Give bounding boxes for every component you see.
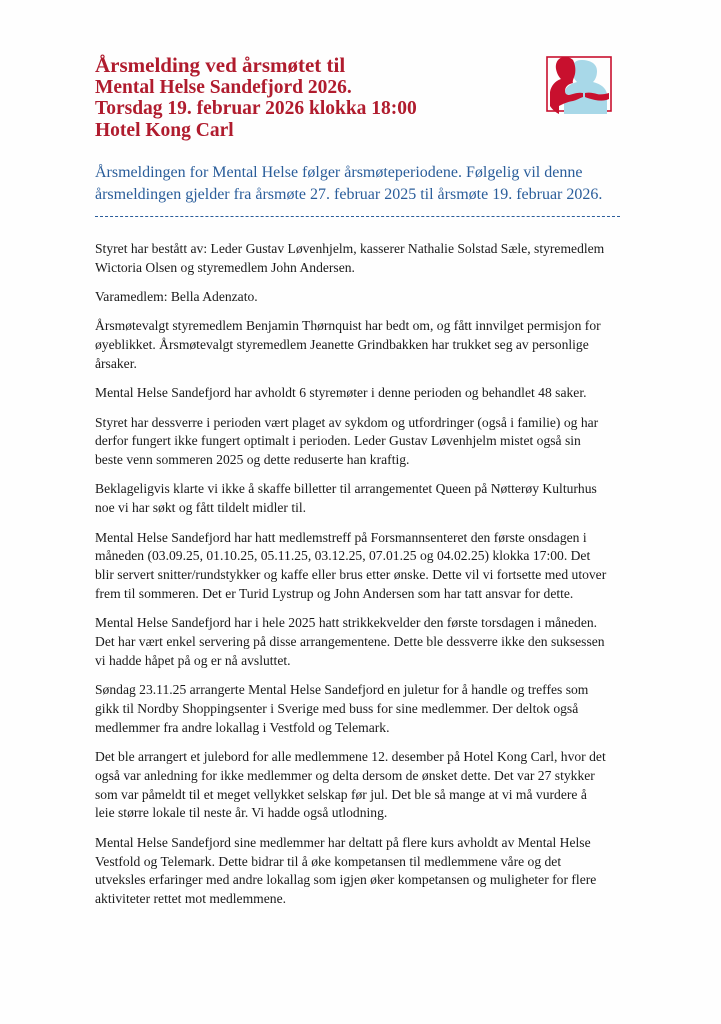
intro-line: Årsmeldingen for Mental Helse følger årsmøteperiodene. Følgelig vil denne (95, 164, 583, 181)
text-line: måneden (03.09.25, 01.10.25, 05.11.25, 03.12.25, 07.01.25 og 04.02.25) klokka 17:00. Det (95, 548, 591, 564)
text-line: Varamedlem: Bella Adenzato. (95, 289, 258, 305)
text-line: Wictoria Olsen og styremedlem John Andersen. (95, 259, 355, 275)
paragraph-christmas-dinner (95, 748, 655, 823)
text-line: Det ble arrangert et julebord for alle medlemmene 12. desember på Hotel Kong Carl, hvor det (95, 749, 606, 765)
text-line: derfor fungert ikke fungert optimalt i perioden. Leder Gustav Løvenhjelm mistet også sin (95, 433, 581, 449)
paragraph-courses (95, 834, 655, 909)
text-line: øyeblikket. Årsmøtevalgt styremedlem Jeanette Grindbakken har trukket seg av personlige (95, 337, 589, 353)
paragraph-board-members (95, 240, 655, 278)
paragraph-leave-and-resignation (95, 317, 655, 373)
paragraph-board-meetings (95, 384, 655, 403)
text-line: medlemmer fra andre lokallag i Vestfold og Telemark. (95, 719, 390, 735)
title-line: Hotel Kong Carl (95, 119, 234, 141)
text-line: Mental Helse Sandefjord har i hele 2025 hatt strikkekvelder den første torsdagen i måneden. (95, 615, 598, 631)
paragraph-knitting-evenings (95, 614, 655, 670)
title-line: Mental Helse Sandefjord 2026. (95, 76, 352, 98)
text-line: Det har vært enkel servering på disse arrangementene. Dette ble dessverre ikke den suksessen (95, 634, 605, 650)
text-line: frem til sommeren. Det er Turid Lystrup og John Andersen som har tatt ansvar for dette. (95, 585, 574, 601)
text-line: blir servert snitter/rundstykker og kaffe eller brus etter ønske. Dette vil vi fortsette med utover (95, 567, 607, 583)
paragraph-queen-tickets (95, 480, 655, 518)
text-line: leie større lokale til neste år. Vi hadde også utlodning. (95, 805, 388, 821)
text-line: utveksles erfaringer med andre lokallag som igjen øker kompetansen og muligheter for flere (95, 872, 597, 888)
title-line: Torsdag 19. februar 2026 klokka 18:00 (95, 98, 417, 119)
text-line: årsaker. (95, 355, 137, 371)
text-line: Mental Helse Sandefjord har hatt medlemstreff på Forsmannsenteret den første onsdagen i (95, 529, 587, 545)
text-line: Styret har dessverre i perioden vært plaget av sykdom og utfordringer (også i familie) og har (95, 414, 599, 430)
paragraph-member-meetings (95, 529, 655, 604)
mental-helse-logo-icon (545, 54, 615, 118)
intro-line: årsmeldingen gjelder fra årsmøte 27. februar 2025 til årsmøte 19. februar 2026. (95, 186, 603, 203)
text-line: Søndag 23.11.25 arrangerte Mental Helse Sandefjord en juletur for å handle og treffes som (95, 682, 589, 698)
text-line: noe vi har søkt og fått tildelt midler til. (95, 500, 307, 516)
text-line: aktiviteter rettet mot medlemmene. (95, 891, 286, 907)
text-line: som var påmeldt til et meget vellykket selskap før jul. Det ble så mange at vi må vurdere å (95, 786, 587, 802)
text-line: gikk til Nordby Shoppingsenter i Sverige med buss for sine medlemmer. Der deltok også (95, 700, 579, 716)
text-line: Mental Helse Sandefjord har avholdt 6 styremøter i denne perioden og behandlet 48 saker. (95, 385, 587, 401)
intro-text (95, 162, 655, 206)
dashed-divider (95, 216, 620, 217)
document-title (95, 55, 417, 141)
text-line: Vestfold og Telemark. Dette bidrar til å øke kompetansen til medlemmene våre og det (95, 853, 562, 869)
text-line: Årsmøtevalgt styremedlem Benjamin Thørnquist har bedt om, og fått innvilget permisjon for (95, 318, 601, 334)
report-body (95, 240, 655, 919)
text-line: Beklageligvis klarte vi ikke å skaffe billetter til arrangementet Queen på Nøtterøy Kulturhus (95, 481, 597, 497)
paragraph-deputy-member (95, 288, 655, 307)
title-line: Årsmelding ved årsmøtet til (95, 53, 346, 77)
text-line: beste venn sommeren 2025 og dette reduserte han kraftig. (95, 452, 410, 468)
paragraph-christmas-trip (95, 681, 655, 737)
text-line: vi hadde håpet på og er nå avsluttet. (95, 652, 291, 668)
text-line: Styret har bestått av: Leder Gustav Løvenhjelm, kasserer Nathalie Solstad Sæle, styremedlem (95, 241, 605, 256)
paragraph-board-challenges (95, 414, 655, 470)
text-line: også var anledning for ikke medlemmer og delta dersom de ønsket dette. Det var 27 stykker (95, 767, 595, 783)
text-line: Mental Helse Sandefjord sine medlemmer har deltatt på flere kurs avholdt av Mental Helse (95, 834, 591, 850)
